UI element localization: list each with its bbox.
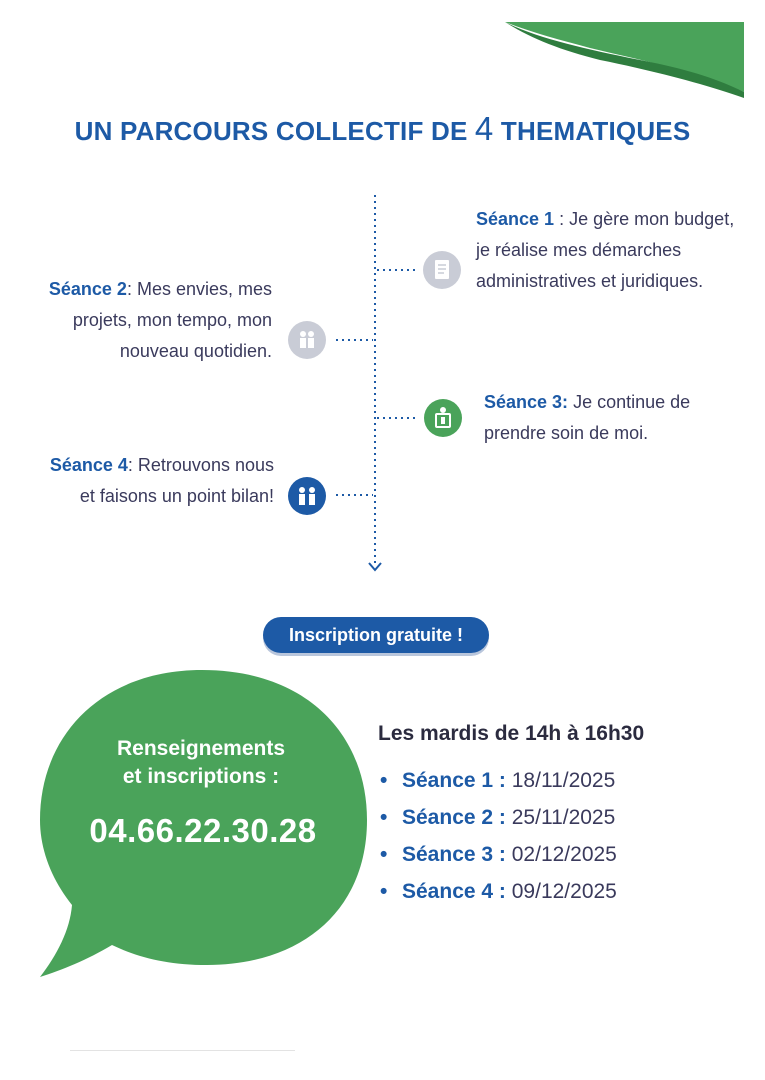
- schedule-item-label: Séance 2 :: [402, 806, 506, 829]
- phone-number: 04.66.22.30.28: [89, 812, 317, 849]
- bullet-icon: •: [380, 843, 388, 866]
- meeting-icon: [288, 477, 326, 515]
- session-4-label: Séance 4: [49, 455, 128, 475]
- timeline-arrow-icon: [369, 563, 381, 570]
- session-1-label: Séance 1: [476, 209, 555, 229]
- session-2-desc: Mes envies, mes projets, mon tempo, mon nouveau quotidien.: [72, 279, 272, 361]
- title-part1: UN PARCOURS COLLECTIF DE: [74, 116, 475, 146]
- schedule-heading: Les mardis de 14h à 16h30: [378, 722, 645, 745]
- schedule-item-date: 18/11/2025: [511, 769, 616, 792]
- schedule-item: [380, 877, 617, 914]
- bullet-icon: •: [380, 769, 388, 792]
- session-1-text: [476, 204, 746, 297]
- schedule-item-date: 09/12/2025: [511, 880, 617, 903]
- bullet-icon: •: [380, 806, 388, 829]
- title-part2: THEMATIQUES: [493, 116, 691, 146]
- schedule-item: [380, 766, 617, 803]
- session-4-sep: :: [127, 455, 138, 475]
- session-3-desc: Je continue de prendre soin de moi.: [484, 392, 691, 443]
- schedule-list: [380, 766, 617, 914]
- session-2-sep: :: [126, 279, 137, 299]
- schedule-item-date: 02/12/2025: [511, 843, 617, 866]
- schedule-item: [380, 803, 617, 840]
- free-registration-badge: Inscription gratuite !: [263, 617, 489, 653]
- session-2-label: Séance 2: [48, 279, 127, 299]
- session-3-text: [484, 387, 714, 449]
- schedule-item-label: Séance 1 :: [402, 769, 506, 792]
- session-1-desc: Je gère mon budget, je réalise mes démarches administratives et juridiques.: [476, 209, 735, 291]
- session-1-sep: :: [554, 209, 570, 229]
- schedule-item-label: Séance 3 :: [402, 843, 506, 866]
- session-2-text: [40, 274, 272, 367]
- contact-line-2: et inscriptions :: [122, 765, 280, 788]
- contact-label: [56, 735, 346, 791]
- contact-line-1: Renseignements: [116, 737, 286, 760]
- session-4-text: [40, 450, 274, 512]
- bullet-icon: •: [380, 880, 388, 903]
- session-4-desc: Retrouvons nous et faisons un point bilan!: [79, 455, 274, 506]
- self-care-icon: [424, 399, 462, 437]
- schedule-item-label: Séance 4 :: [402, 880, 506, 903]
- schedule-item: [380, 840, 617, 877]
- footer-divider: [70, 1050, 295, 1051]
- people-projects-icon: [288, 321, 326, 359]
- session-3-label: Séance 3:: [484, 392, 569, 412]
- schedule-item-date: 25/11/2025: [511, 806, 616, 829]
- document-icon: [423, 251, 461, 289]
- title-number: 4: [474, 110, 494, 147]
